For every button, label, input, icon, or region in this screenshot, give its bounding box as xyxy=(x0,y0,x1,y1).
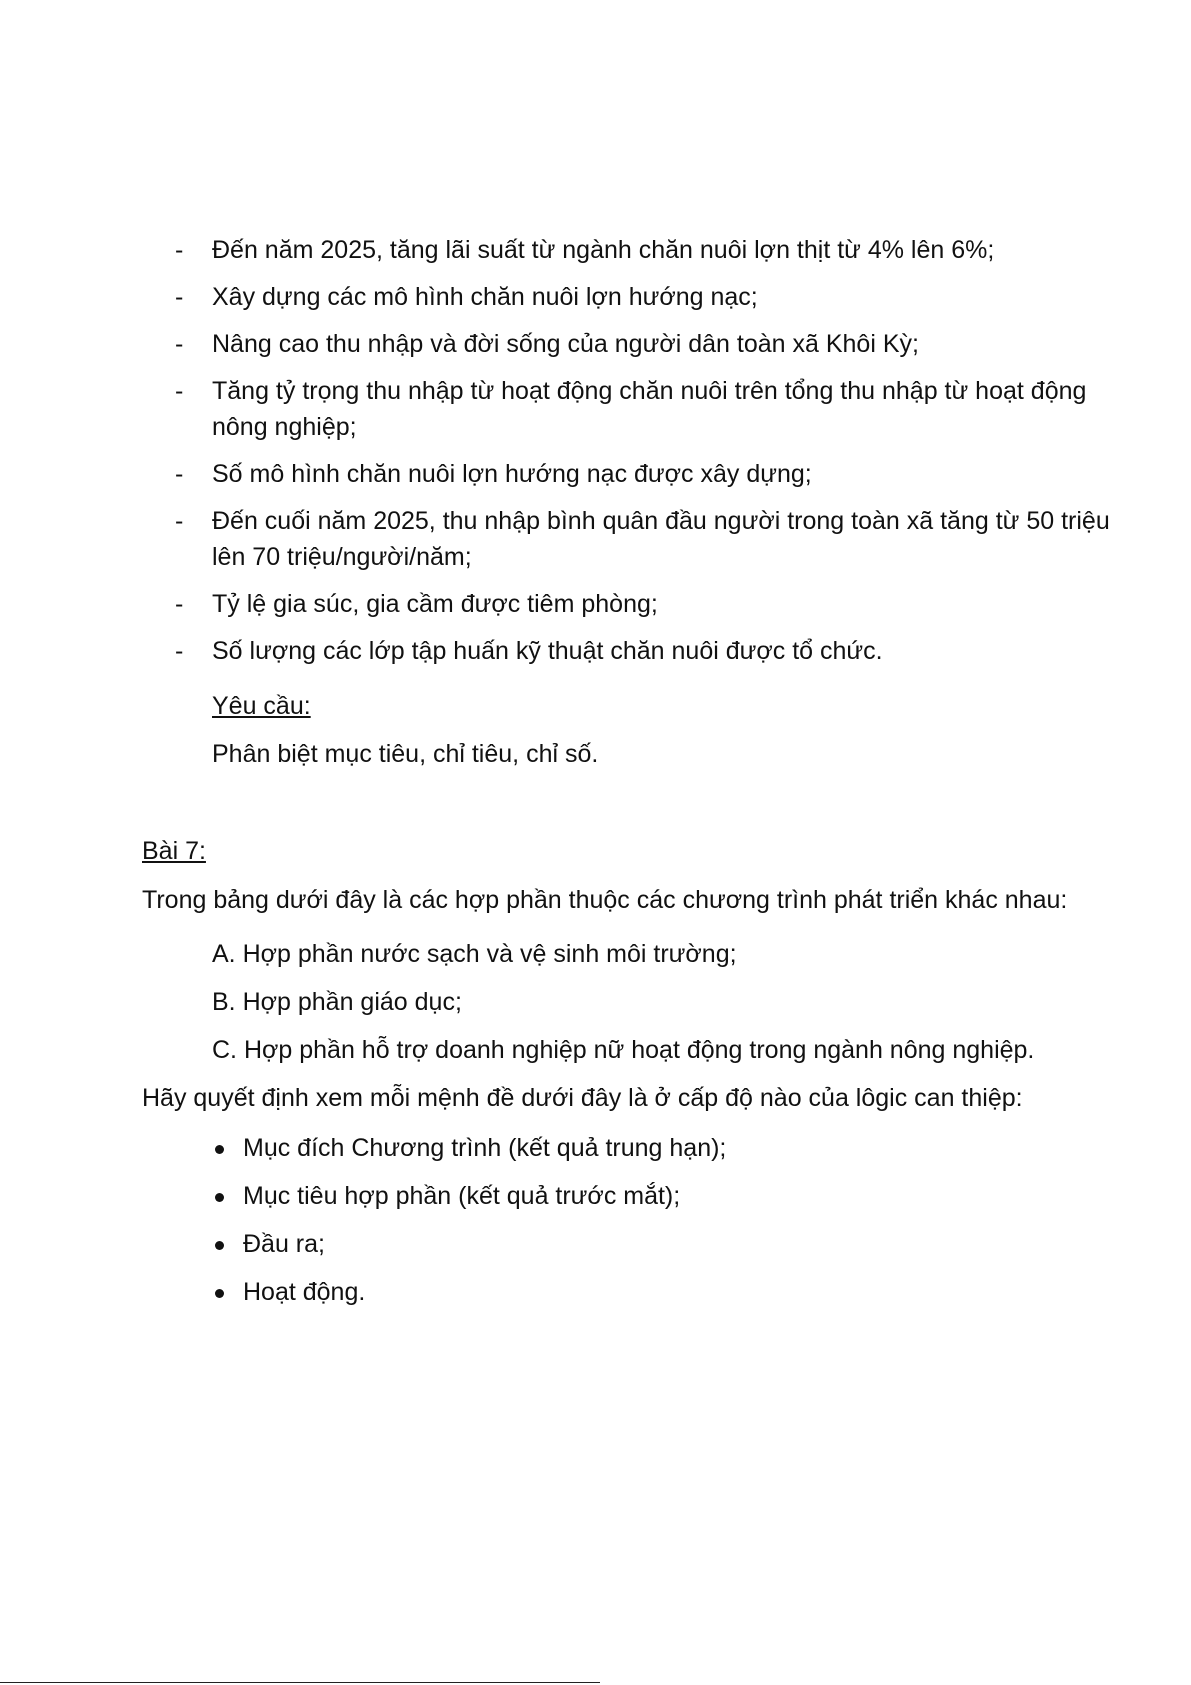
list-item xyxy=(212,1178,726,1214)
list-item-text: Số mô hình chăn nuôi lợn hướng nạc được xây dựng; xyxy=(212,460,812,488)
requirement-label: Yêu cầu: xyxy=(212,692,311,720)
footnote-divider xyxy=(0,1682,600,1683)
list-item-text: Tỷ lệ gia súc, gia cầm được tiêm phòng; xyxy=(212,590,658,618)
list-item xyxy=(212,1274,726,1310)
level-list xyxy=(212,1130,726,1322)
list-item xyxy=(0,373,1191,445)
list-item xyxy=(0,232,1191,268)
bullet-icon xyxy=(215,1241,224,1250)
list-item-text: Đầu ra; xyxy=(243,1230,325,1258)
list-item xyxy=(0,633,1191,669)
list-item xyxy=(0,586,1191,622)
list-item xyxy=(0,503,1191,575)
list-item-text: Xây dựng các mô hình chăn nuôi lợn hướng nạc; xyxy=(212,283,758,311)
bullet-icon xyxy=(215,1193,224,1202)
list-item xyxy=(0,456,1191,492)
list-item xyxy=(0,326,1191,362)
list-item xyxy=(212,1226,726,1262)
bullet-icon xyxy=(215,1289,224,1298)
list-item-text: Tăng tỷ trọng thu nhập từ hoạt động chăn nuôi trên tổng thu nhập từ hoạt động nông nghiệp; xyxy=(212,377,1087,441)
list-item-text: Hoạt động. xyxy=(243,1278,366,1306)
bullet-icon xyxy=(215,1145,224,1154)
list-item-text: Đến cuối năm 2025, thu nhập bình quân đầu người trong toàn xã tăng từ 50 triệu lên 70 triệu/người/năm; xyxy=(212,507,1110,571)
list-item xyxy=(212,1130,726,1166)
list-item-text: Nâng cao thu nhập và đời sống của người dân toàn xã Khôi Kỳ; xyxy=(212,330,919,358)
list-item-text: Mục đích Chương trình (kết quả trung hạn); xyxy=(243,1134,727,1162)
dash-marker: - xyxy=(175,590,184,618)
dash-marker: - xyxy=(175,460,184,488)
component-list xyxy=(212,936,1034,1080)
exercise-title: Bài 7: xyxy=(142,837,206,865)
dash-marker: - xyxy=(175,507,184,535)
component-item: C. Hợp phần hỗ trợ doanh nghiệp nữ hoạt động trong ngành nông nghiệp. xyxy=(212,1036,1035,1064)
dash-marker: - xyxy=(175,283,184,311)
dash-marker: - xyxy=(175,637,184,665)
exercise-intro: Trong bảng dưới đây là các hợp phần thuộc các chương trình phát triển khác nhau: xyxy=(142,886,1068,914)
dash-marker: - xyxy=(175,236,184,264)
component-item: B. Hợp phần giáo dục; xyxy=(212,988,462,1016)
dash-marker: - xyxy=(175,330,184,358)
list-item xyxy=(0,279,1191,315)
list-item-text: Mục tiêu hợp phần (kết quả trước mắt); xyxy=(243,1182,681,1210)
dash-marker: - xyxy=(175,377,184,405)
component-item: A. Hợp phần nước sạch và vệ sinh môi trường; xyxy=(212,940,737,968)
requirement-text: Phân biệt mục tiêu, chỉ tiêu, chỉ số. xyxy=(212,740,599,768)
exercise-question: Hãy quyết định xem mỗi mệnh đề dưới đây là ở cấp độ nào của lôgic can thiệp: xyxy=(142,1084,1023,1112)
list-item-text: Số lượng các lớp tập huấn kỹ thuật chăn nuôi được tổ chức. xyxy=(212,637,883,665)
list-item-text: Đến năm 2025, tăng lãi suất từ ngành chăn nuôi lợn thịt từ 4% lên 6%; xyxy=(212,236,995,264)
indicator-list xyxy=(0,232,1191,680)
